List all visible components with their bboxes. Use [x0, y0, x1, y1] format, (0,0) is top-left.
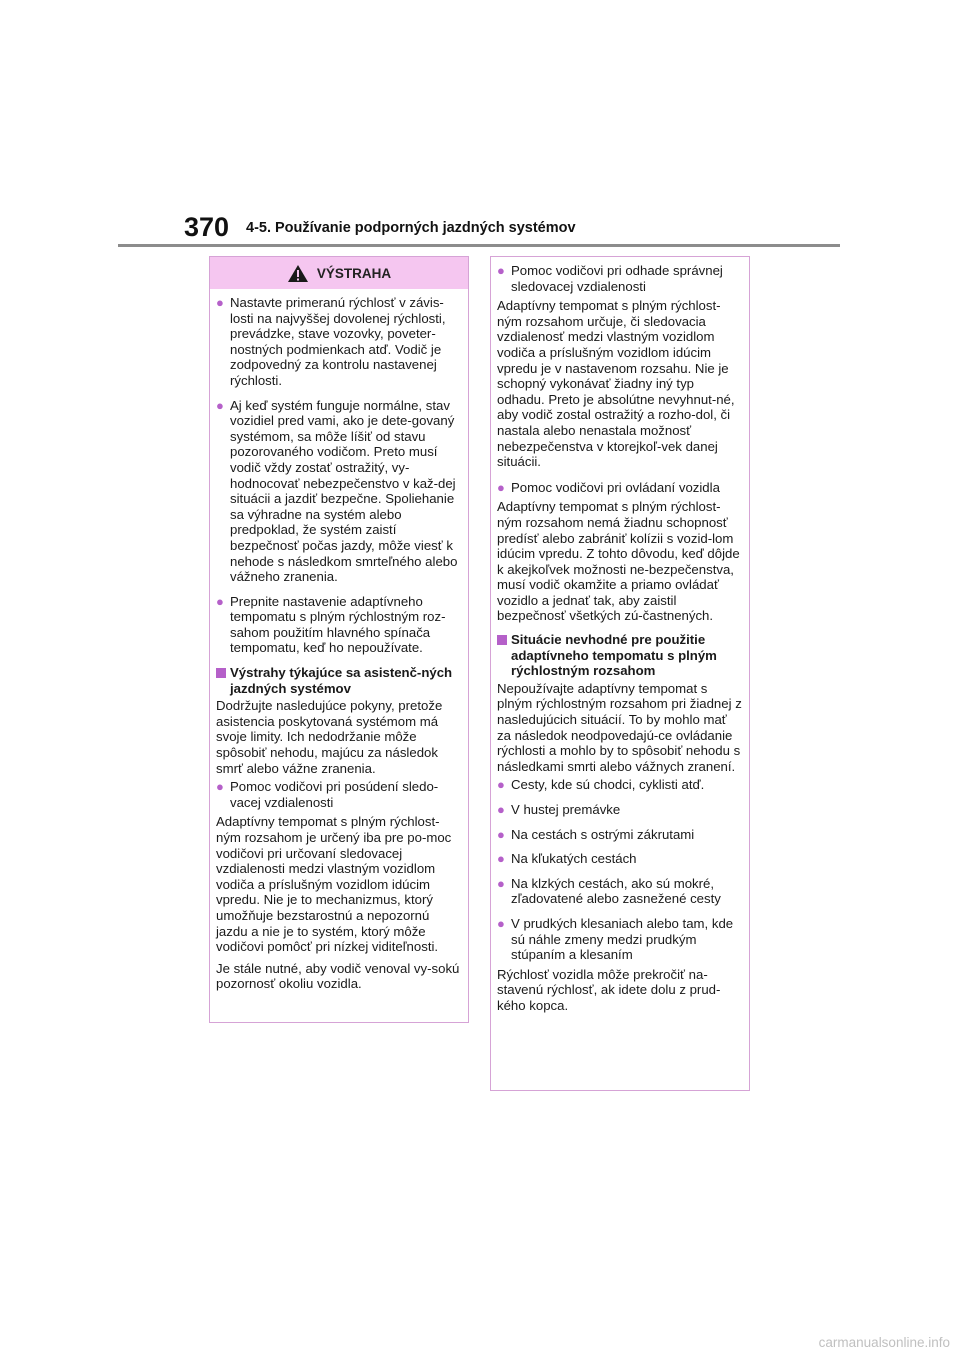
warning-box — [209, 256, 469, 1023]
bullet-dot-icon: ● — [497, 479, 505, 495]
watermark: carmanualsonline.info — [818, 1335, 950, 1350]
section-title: 4-5. Používanie podporných jazdných systémov — [246, 220, 576, 236]
bullet-dot-icon: ● — [216, 779, 224, 795]
bullet-dot-icon: ● — [497, 802, 505, 817]
warning-title: VÝSTRAHA — [316, 265, 392, 281]
bullet-dot-icon: ● — [216, 397, 224, 413]
paragraph: Je stále nutné, aby vodič venoval vy-sokú pozornosť okoliu vozidla. — [216, 960, 460, 992]
paragraph: Adaptívny tempomat s plným rýchlost-ným rozsahom je určený iba pre po-moc vodičovi pri určovaní sledovacej vzdialenosti medzi vlastným vozidlom vodiča a príslušným vozidlom idúcim vpredu. Nie je to mechanizmus, ktorý umožňuje bezstarostnú a nepozornú jazdu a nie je to systém, ktorý môže vodičovi pomôcť pri nízkej viditeľnosti. — [216, 814, 452, 955]
bullet-dot-icon: ● — [497, 915, 505, 931]
warning-triangle-icon — [287, 264, 309, 283]
list-item: ● Cesty, kde sú chodci, cyklisti atď. — [497, 777, 705, 793]
paragraph: Nepoužívajte adaptívny tempomat s plným rýchlostným rozsahom pri žiadnej z nasledujúcich situácií. To by mohlo mať za následok neodpovedajú-ce ovládanie rýchlosti a mohlo by to spôsobiť nehodu s následkami smrti alebo vážnych zranení. — [497, 680, 742, 774]
list-item: ● Pomoc vodičovi pri ovládaní vozidla — [497, 479, 720, 495]
bullet-dot-icon: ● — [497, 826, 505, 842]
bullet-dot-icon: ● — [216, 295, 224, 310]
square-bullet-icon — [216, 665, 230, 696]
paragraph: Rýchlosť vozidla môže prekročiť na-stavenú rýchlosť, ak idete dolu z prud-kého kopca. — [497, 966, 721, 1013]
bullet-dot-icon: ● — [497, 875, 505, 891]
bullet-dot-icon: ● — [216, 593, 224, 609]
list-item: ● Prepnite nastavenie adaptívneho tempomatu s plným rýchlostným roz-sahom použitím hlavného spínača tempomatu, keď ho nepoužívate. — [216, 593, 446, 656]
list-item: ● Na kľukatých cestách — [497, 851, 637, 867]
page-number: 370 — [184, 212, 230, 242]
paragraph: Dodržujte nasledujúce pokyny, pretože asistencia poskytovaná systémom má svoje limity. Ich nedodržanie môže spôsobiť nehodu, majúcu za následok smrť alebo vážne zranenia. — [216, 698, 443, 776]
header-rule — [118, 244, 840, 247]
list-item: ● Na klzkých cestách, ako sú mokré, zľadovatené alebo zasnežené cesty — [497, 875, 721, 907]
square-bullet-icon — [497, 632, 511, 679]
warning-header — [210, 257, 468, 289]
subsection-heading: Výstrahy týkajúce sa asistenč-ných jazdných systémov — [216, 665, 462, 696]
bullet-dot-icon: ● — [497, 263, 505, 278]
list-item: ● V prudkých klesaniach alebo tam, kde sú náhle zmeny medzi prudkým stúpaním a klesaním — [497, 915, 734, 963]
subsection-heading: Situácie nevhodné pre použitie adaptívneho tempomatu s plným rýchlostným rozsahom — [497, 632, 743, 679]
list-item: ● Pomoc vodičovi pri posúdení sledo-vacej vzdialenosti — [216, 779, 439, 810]
paragraph: Adaptívny tempomat s plným rýchlost-ným rozsahom určuje, či sledovacia vzdialenosť medzi vlastným vozidlom vodiča a príslušným vozidlom idúcim vpredu je v nastavenom rozsahu. Nie je schopný vykonávať žiadny iný typ odhadu. Preto je absolútne nevyhnut-né, aby vodič zostal ostražitý a rozho-dol, či nastala alebo nenastala možnosť nebezpečenstva v ktorejkoľ-vek danej situácii. — [497, 298, 735, 470]
list-item: ● Aj keď systém funguje normálne, stav vozidiel pred vami, ako je dete-govaný systémom, sa môže líšiť od stavu pozorovaného vodičom. Preto musí vodič vždy zostať ostražitý, vy-hodnocovať nebezpečenstvo v kaž-dej situácii a jazdiť bezpečne. Spoliehanie sa výhradne na systém alebo predpoklad, že systém zaistí bezpečnosť počas jazdy, môže viesť k nehode s následkom smrteľného alebo vážneho zranenia. — [216, 397, 458, 585]
continuation-box — [490, 256, 750, 1091]
paragraph: Adaptívny tempomat s plným rýchlost-ným rozsahom nemá žiadnu schopnosť predísť alebo zabrániť kolízii s vozid-lom idúcim vpredu. Z tohto dôvodu, keď dôjde k akejkoľvek možnosti ne-bezpečenstva, musí vodič okamžite a priamo ovládať vozidlo a jednať tak, aby zaistil bezpečnosť všetkých zú-častnených. — [497, 499, 740, 624]
bullet-dot-icon: ● — [497, 851, 505, 867]
list-item: ● V hustej premávke — [497, 802, 621, 817]
list-item: ● Nastavte primeranú rýchlosť v závis-losti na najvyššej dovolenej rýchlosti, prevádzke, stave vozovky, poveter-nostných podmienkach atď. Vodič je zodpovedný za kontrolu nastavenej rýchlosti. — [216, 295, 446, 388]
list-item: ● Na cestách s ostrými zákrutami — [497, 826, 695, 842]
bullet-dot-icon: ● — [497, 777, 505, 793]
list-item: ● Pomoc vodičovi pri odhade správnej sledovacej vzdialenosti — [497, 263, 723, 294]
